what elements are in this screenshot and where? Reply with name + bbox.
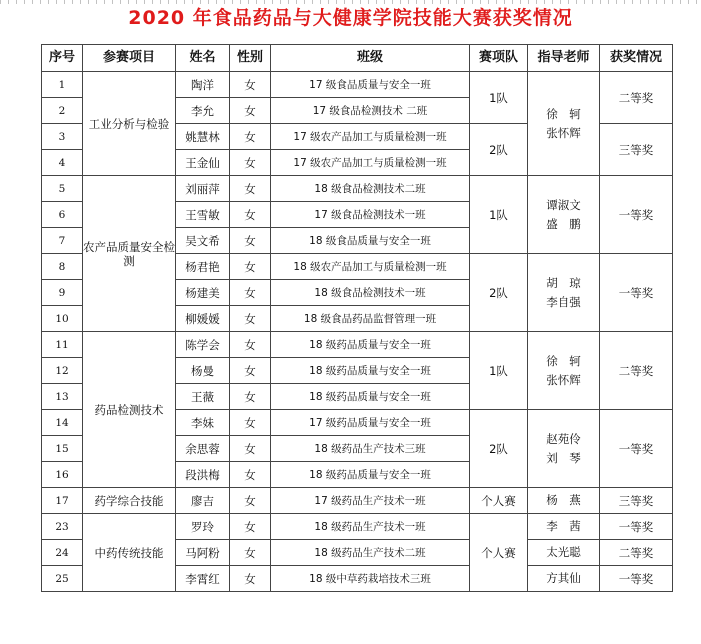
award-cell: 二等奖	[600, 540, 673, 566]
award-cell: 一等奖	[600, 410, 673, 488]
class-cell: 18 级中草药栽培技术三班	[271, 566, 470, 592]
awards-table	[41, 44, 673, 592]
class-cell: 18 级药品生产技术二班	[271, 540, 470, 566]
row-number: 17	[42, 488, 83, 514]
gender-cell: 女	[230, 436, 271, 462]
gender-cell: 女	[230, 358, 271, 384]
team-cell: 1队	[470, 176, 528, 254]
class-cell: 17 级食品质量与安全一班	[271, 72, 470, 98]
row-number: 23	[42, 514, 83, 540]
row-number: 13	[42, 384, 83, 410]
team-cell: 个人赛	[470, 488, 528, 514]
student-name: 杨建美	[176, 280, 230, 306]
class-cell: 18 级药品生产技术三班	[271, 436, 470, 462]
header-cell: 性别	[230, 45, 271, 72]
student-name: 廖吉	[176, 488, 230, 514]
student-name: 马阿粉	[176, 540, 230, 566]
teacher-cell	[528, 176, 600, 254]
row-number: 7	[42, 228, 83, 254]
teacher-name: 太光聪	[546, 545, 581, 559]
class-cell: 18 级农产品加工与质量检测一班	[271, 254, 470, 280]
student-name: 柳媛媛	[176, 306, 230, 332]
teacher-name: 盛 鹏	[546, 216, 581, 231]
gender-cell: 女	[230, 228, 271, 254]
gender-cell: 女	[230, 384, 271, 410]
award-cell: 一等奖	[600, 176, 673, 254]
header-cell: 获奖情况	[600, 45, 673, 72]
student-name: 李霄红	[176, 566, 230, 592]
gender-cell: 女	[230, 202, 271, 228]
team-cell: 1队	[470, 72, 528, 124]
student-name: 姚慧林	[176, 124, 230, 150]
gender-cell: 女	[230, 254, 271, 280]
event-cell: 中药传统技能	[83, 514, 176, 592]
gender-cell: 女	[230, 540, 271, 566]
page-title: 2020 年食品药品与大健康学院技能大赛获奖情况	[128, 7, 573, 29]
teacher-name: 赵苑伶	[546, 431, 581, 446]
teacher-cell	[528, 72, 600, 176]
class-cell: 17 级食品检测技术一班	[271, 202, 470, 228]
row-number: 4	[42, 150, 83, 176]
row-number: 8	[42, 254, 83, 280]
teacher-name: 李 茜	[546, 519, 581, 533]
row-number: 2	[42, 98, 83, 124]
event-cell: 药学综合技能	[83, 488, 176, 514]
student-name: 刘丽萍	[176, 176, 230, 202]
teacher-name: 方其仙	[546, 571, 581, 585]
team-cell: 1队	[470, 332, 528, 410]
gender-cell: 女	[230, 462, 271, 488]
row-number: 3	[42, 124, 83, 150]
event-cell: 药品检测技术	[83, 332, 176, 488]
class-cell: 18 级食品检测技术一班	[271, 280, 470, 306]
row-number: 12	[42, 358, 83, 384]
class-cell: 17 级农产品加工与质量检测一班	[271, 150, 470, 176]
gender-cell: 女	[230, 176, 271, 202]
header-cell: 赛项队	[470, 45, 528, 72]
award-cell: 一等奖	[600, 566, 673, 592]
gender-cell: 女	[230, 566, 271, 592]
class-cell: 17 级农产品加工与质量检测一班	[271, 124, 470, 150]
header-cell: 指导老师	[528, 45, 600, 72]
class-cell: 18 级药品生产技术一班	[271, 514, 470, 540]
teacher-name: 徐 轲	[546, 106, 581, 121]
row-number: 24	[42, 540, 83, 566]
student-name: 王雪敏	[176, 202, 230, 228]
award-cell: 一等奖	[600, 254, 673, 332]
class-cell: 17 级药品生产技术一班	[271, 488, 470, 514]
student-name: 陶洋	[176, 72, 230, 98]
class-cell: 18 级食品检测技术二班	[271, 176, 470, 202]
class-cell: 18 级食品药品监督管理一班	[271, 306, 470, 332]
award-cell: 三等奖	[600, 124, 673, 176]
award-cell: 三等奖	[600, 488, 673, 514]
class-cell: 17 级药品质量与安全一班	[271, 410, 470, 436]
teacher-name: 谭淑文	[546, 197, 581, 212]
header-row	[42, 45, 673, 72]
event-cell: 工业分析与检验	[83, 72, 176, 176]
teacher-name: 张怀辉	[546, 125, 581, 140]
teacher-name: 杨 燕	[546, 493, 581, 507]
header-cell: 姓名	[176, 45, 230, 72]
table-row	[42, 488, 673, 514]
student-name: 李允	[176, 98, 230, 124]
table-row	[42, 176, 673, 202]
teacher-cell	[528, 566, 600, 592]
teacher-cell	[528, 514, 600, 540]
team-cell: 2队	[470, 410, 528, 488]
student-name: 吴文希	[176, 228, 230, 254]
team-cell: 2队	[470, 254, 528, 332]
award-cell: 一等奖	[600, 514, 673, 540]
teacher-name: 李自强	[546, 294, 581, 309]
gender-cell: 女	[230, 72, 271, 98]
gender-cell: 女	[230, 332, 271, 358]
table-row	[42, 332, 673, 358]
row-number: 1	[42, 72, 83, 98]
row-number: 5	[42, 176, 83, 202]
row-number: 6	[42, 202, 83, 228]
row-number: 15	[42, 436, 83, 462]
header-cell: 班级	[271, 45, 470, 72]
student-name: 王金仙	[176, 150, 230, 176]
student-name: 陈学会	[176, 332, 230, 358]
class-cell: 18 级药品质量与安全一班	[271, 384, 470, 410]
teacher-name: 徐 轲	[546, 353, 581, 368]
gender-cell: 女	[230, 280, 271, 306]
student-name: 余思蓉	[176, 436, 230, 462]
team-cell: 2队	[470, 124, 528, 176]
student-name: 王薇	[176, 384, 230, 410]
gender-cell: 女	[230, 98, 271, 124]
row-number: 9	[42, 280, 83, 306]
student-name: 段洪梅	[176, 462, 230, 488]
gender-cell: 女	[230, 488, 271, 514]
table-row	[42, 72, 673, 98]
student-name: 李妹	[176, 410, 230, 436]
teacher-name: 刘 琴	[546, 450, 581, 465]
award-cell: 二等奖	[600, 72, 673, 124]
header-cell: 序号	[42, 45, 83, 72]
teacher-cell	[528, 410, 600, 488]
class-cell: 18 级药品质量与安全一班	[271, 462, 470, 488]
header-cell: 参赛项目	[83, 45, 176, 72]
team-cell: 个人赛	[470, 514, 528, 592]
teacher-cell	[528, 540, 600, 566]
student-name: 杨君艳	[176, 254, 230, 280]
class-cell: 18 级食品质量与安全一班	[271, 228, 470, 254]
class-cell: 17 级食品检测技术 二班	[271, 98, 470, 124]
gender-cell: 女	[230, 150, 271, 176]
teacher-cell	[528, 254, 600, 332]
row-number: 11	[42, 332, 83, 358]
gender-cell: 女	[230, 410, 271, 436]
row-number: 16	[42, 462, 83, 488]
row-number: 25	[42, 566, 83, 592]
teacher-name: 张怀辉	[546, 372, 581, 387]
student-name: 罗玲	[176, 514, 230, 540]
award-cell: 二等奖	[600, 332, 673, 410]
teacher-name: 胡 琼	[546, 275, 581, 290]
gender-cell: 女	[230, 514, 271, 540]
event-cell: 农产品质量安全检测	[83, 176, 176, 332]
row-number: 14	[42, 410, 83, 436]
class-cell: 18 级药品质量与安全一班	[271, 358, 470, 384]
row-number: 10	[42, 306, 83, 332]
teacher-cell	[528, 488, 600, 514]
teacher-cell	[528, 332, 600, 410]
gender-cell: 女	[230, 306, 271, 332]
class-cell: 18 级药品质量与安全一班	[271, 332, 470, 358]
table-row	[42, 514, 673, 540]
gender-cell: 女	[230, 124, 271, 150]
student-name: 杨曼	[176, 358, 230, 384]
